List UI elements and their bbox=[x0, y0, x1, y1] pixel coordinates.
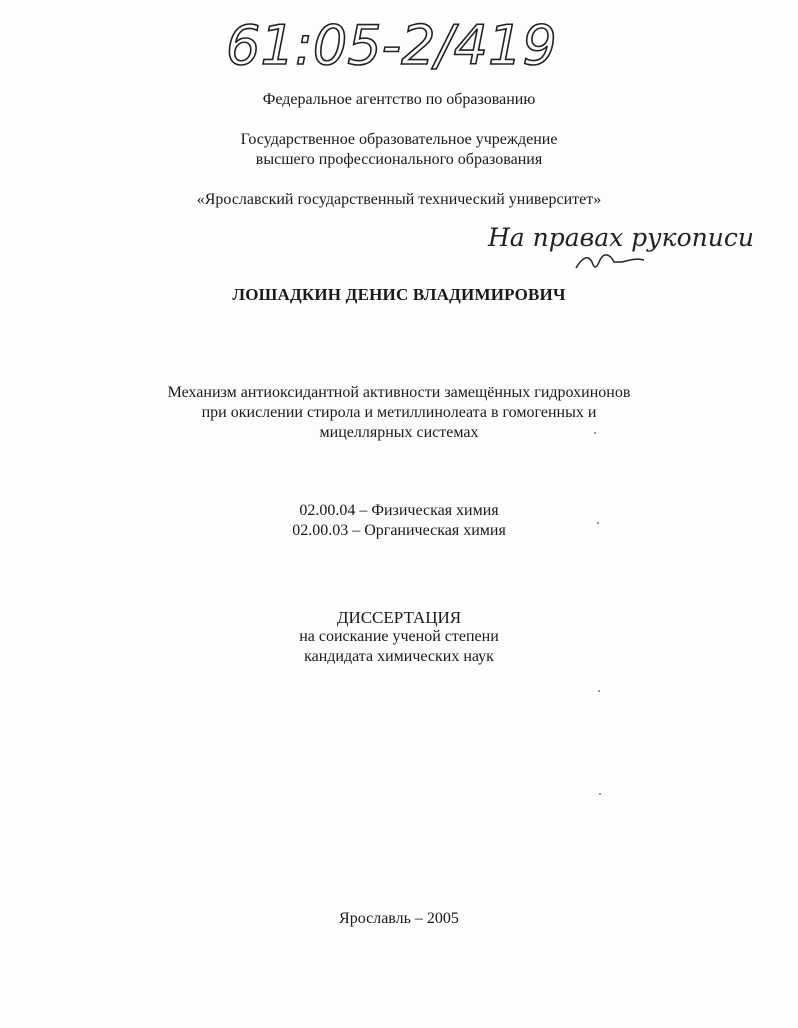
institution-line-1: Государственное образовательное учреждение bbox=[240, 131, 558, 148]
handwritten-rights-note bbox=[484, 218, 754, 280]
author-name: ЛОШАДКИН ДЕНИС ВЛАДИМИРОВИЧ bbox=[232, 285, 566, 304]
title-line-3: мицеллярных системах bbox=[319, 424, 479, 441]
place-year: Ярославль – 2005 bbox=[339, 910, 459, 927]
signature-mark bbox=[576, 255, 644, 268]
handwritten-archive-number bbox=[222, 8, 557, 78]
scan-speck bbox=[599, 793, 601, 795]
degree-line-2: кандидата химических наук bbox=[304, 648, 494, 665]
university-name: «Ярославский государственный технический университет» bbox=[196, 191, 602, 208]
scan-speck bbox=[598, 690, 600, 692]
rights-note-text: На правах рукописи bbox=[488, 223, 754, 252]
title-line-2: при окислении стирола и метиллинолеата в гомогенных и bbox=[201, 404, 597, 421]
specialty-line-1: 02.00.04 – Физическая химия bbox=[299, 502, 499, 519]
institution-line-2: высшего профессионального образования bbox=[255, 151, 543, 168]
scan-speck bbox=[594, 432, 596, 434]
scan-speck bbox=[597, 522, 599, 524]
archive-number-ink bbox=[222, 8, 557, 78]
agency-line: Федеральное агентство по образованию bbox=[262, 91, 536, 108]
rights-note-ink bbox=[484, 218, 754, 280]
degree-line-1: на соискание ученой степени bbox=[299, 628, 499, 645]
title-line-1: Механизм антиоксидантной активности замещённых гидрохинонов bbox=[167, 384, 631, 401]
archive-number-text: 61:05-2/419 bbox=[226, 14, 557, 77]
specialty-line-2: 02.00.03 – Органическая химия bbox=[292, 522, 506, 539]
work-type: ДИССЕРТАЦИЯ bbox=[336, 608, 462, 627]
